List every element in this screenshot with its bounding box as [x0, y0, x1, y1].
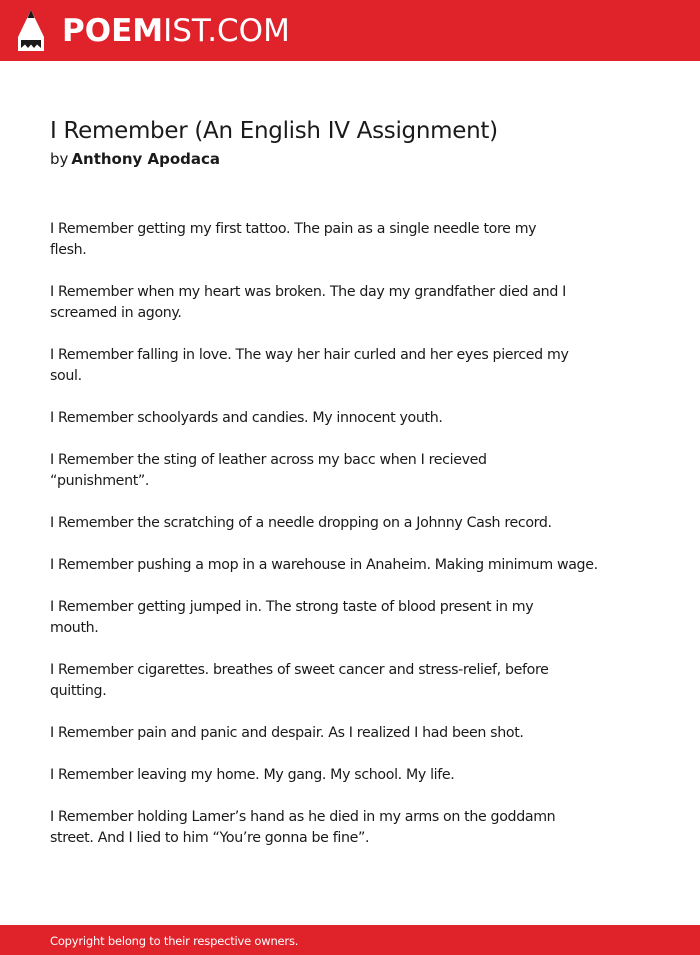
stanza-line: I Remember leaving my home. My gang. My school. My life. [50, 767, 455, 783]
stanza-line: street. And I lied to him “You’re gonna be fine”. [50, 830, 370, 846]
stanza-line: I Remember the scratching of a needle dropping on a Johnny Cash record. [50, 515, 552, 531]
poem-body [50, 219, 620, 870]
stanza-line: I Remember pain and panic and despair. As I realized I had been shot. [50, 725, 524, 741]
stanza [50, 450, 620, 513]
stanza-line: quitting. [50, 683, 107, 699]
site-header [0, 0, 700, 61]
stanza [50, 219, 620, 282]
stanza-line: “punishment”. [50, 473, 150, 489]
stanza-line: I Remember pushing a mop in a warehouse in Anaheim. Making minimum wage. [50, 557, 598, 573]
stanza [50, 807, 620, 870]
site-logo-wordmark[interactable] [62, 11, 290, 51]
stanza-line: mouth. [50, 620, 99, 636]
logo-bold-text: POEM [62, 13, 164, 49]
poem-byline [50, 149, 220, 169]
stanza [50, 660, 620, 723]
stanza-line: I Remember getting my first tattoo. The pain as a single needle tore my [50, 221, 537, 237]
stanza [50, 597, 620, 660]
stanza-line: I Remember holding Lamer’s hand as he died in my arms on the goddamn [50, 809, 556, 825]
poem-title: I Remember (An English IV Assignment) [50, 118, 498, 144]
stanza [50, 282, 620, 345]
stanza [50, 555, 620, 597]
pencil-logo-icon[interactable] [17, 9, 45, 52]
by-label: by [50, 150, 69, 168]
stanza-line: screamed in agony. [50, 305, 182, 321]
logo-light-text: IST.COM [163, 13, 290, 49]
stanza-line: I Remember when my heart was broken. The day my grandfather died and I [50, 284, 566, 300]
stanza-line: I Remember the sting of leather across my bacc when I recieved [50, 452, 487, 468]
stanza [50, 765, 620, 807]
stanza-line: flesh. [50, 242, 87, 258]
stanza [50, 408, 620, 450]
site-footer [0, 925, 700, 955]
author-name: Anthony Apodaca [71, 150, 221, 168]
stanza-line: I Remember schoolyards and candies. My innocent youth. [50, 410, 443, 426]
copyright-notice: Copyright belong to their respective owners. [50, 934, 299, 948]
stanza-line: soul. [50, 368, 82, 384]
stanza-line: I Remember getting jumped in. The strong taste of blood present in my [50, 599, 534, 615]
stanza [50, 345, 620, 408]
stanza-line: I Remember falling in love. The way her hair curled and her eyes pierced my [50, 347, 569, 363]
stanza [50, 723, 620, 765]
stanza [50, 513, 620, 555]
stanza-line: I Remember cigarettes. breathes of sweet cancer and stress-relief, before [50, 662, 549, 678]
